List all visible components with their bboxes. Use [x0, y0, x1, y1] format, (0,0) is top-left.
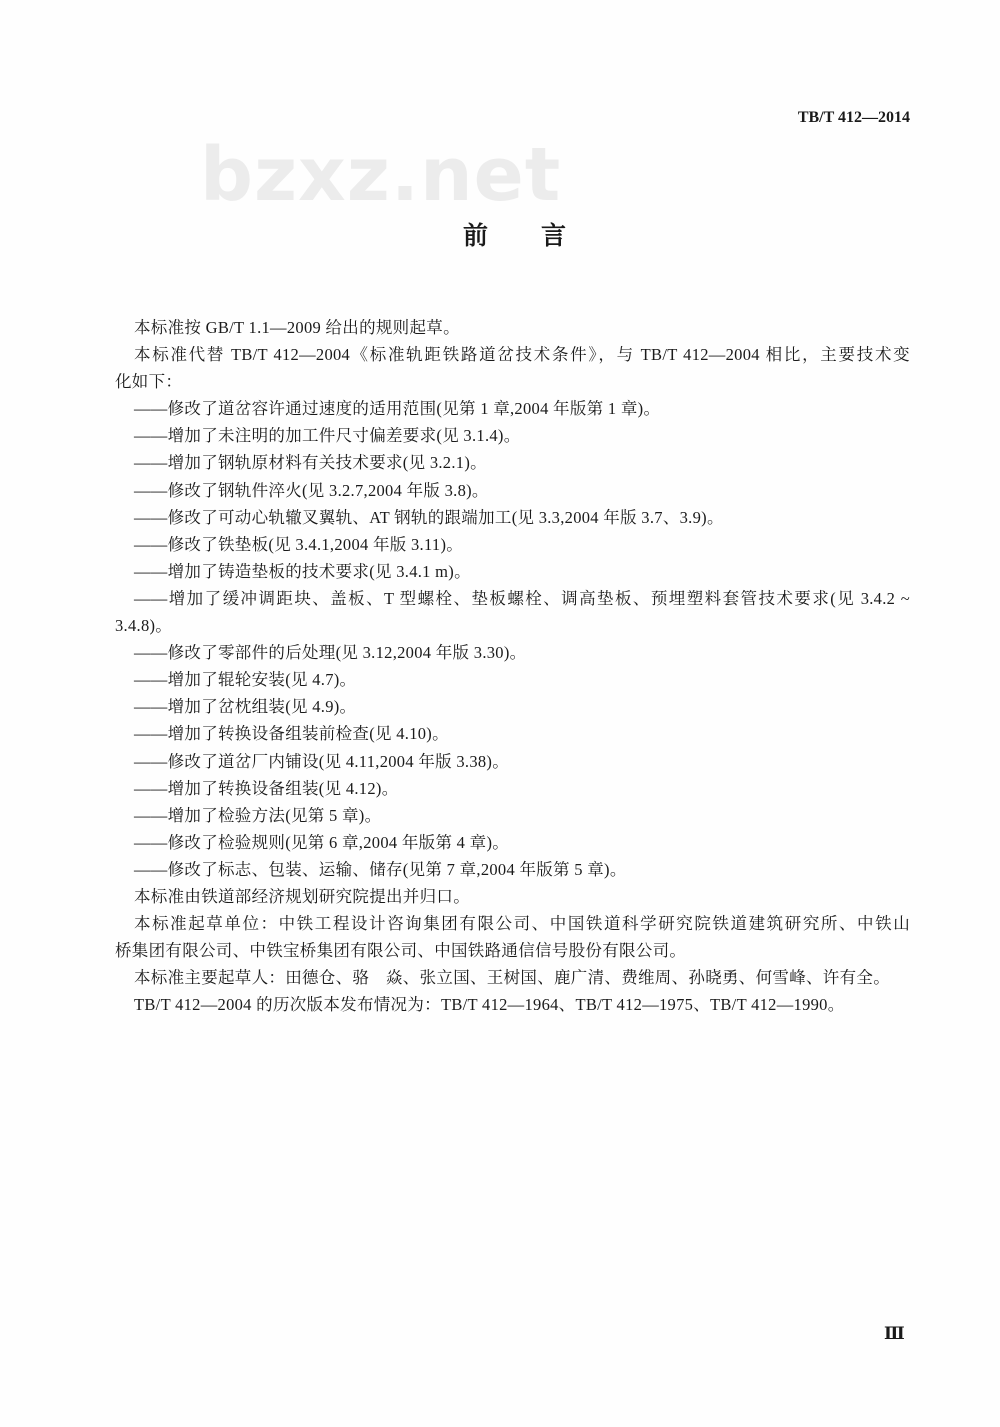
paragraph-line: 本标准主要起草人：田德仓、骆 焱、张立国、王树国、鹿广清、费维周、孙晓勇、何雪峰、许有全。 [134, 968, 890, 988]
change-item: ——增加了未注明的加工件尺寸偏差要求(见 3.1.4)。 [134, 426, 521, 446]
change-item: ——修改了检验规则(见第 6 章,2004 年版第 4 章)。 [134, 832, 510, 852]
paragraph-line: 本标准代替 TB/T 412—2004《标准轨距铁路道岔技术条件》，与 TB/T 412—2004 相比，主要技术变 [134, 345, 910, 365]
page-number: Ⅲ [884, 1324, 905, 1343]
change-item: ——增加了钢轨原材料有关技术要求(见 3.2.1)。 [134, 453, 487, 473]
change-item: ——增加了检验方法(见第 5 章)。 [134, 805, 382, 825]
change-item: ——增加了转换设备组装前检查(见 4.10)。 [134, 724, 449, 744]
paragraph-continuation: 化如下： [115, 372, 183, 392]
change-item: ——增加了转换设备组装(见 4.12)。 [134, 778, 399, 798]
foreword-title: 前 言 [463, 221, 581, 250]
change-item: ——修改了道岔厂内铺设(见 4.11,2004 年版 3.38)。 [134, 751, 510, 771]
paragraph-line: 本标准由铁道部经济规划研究院提出并归口。 [134, 886, 470, 906]
change-item: ——修改了道岔容许通过速度的适用范围(见第 1 章,2004 年版第 1 章)。 [134, 399, 661, 419]
watermark: bzxz.net [200, 132, 562, 218]
paragraph-line: 本标准按 GB/T 1.1—2009 给出的规则起草。 [134, 318, 460, 337]
foreword-body [115, 314, 910, 1018]
change-item: ——增加了铸造垫板的技术要求(见 3.4.1 m)。 [134, 561, 471, 581]
paragraph-line: 本标准起草单位：中铁工程设计咨询集团有限公司、中国铁道科学研究院铁道建筑研究所、中铁山 [134, 914, 910, 934]
change-item: ——修改了零部件的后处理(见 3.12,2004 年版 3.30)。 [134, 643, 527, 663]
change-item: ——修改了标志、包装、运输、储存(见第 7 章,2004 年版第 5 章)。 [134, 859, 627, 879]
change-item: ——增加了缓冲调距块、盖板、T 型螺栓、垫板螺栓、调高垫板、预埋塑料套管技术要求(见 3.4.2 ~ [134, 588, 910, 608]
paragraph-continuation: 桥集团有限公司、中铁宝桥集团有限公司、中国铁路通信信号股份有限公司。 [115, 941, 687, 961]
change-item: ——修改了可动心轨辙叉翼轨、AT 钢轨的跟端加工(见 3.3,2004 年版 3.7、3.9)。 [134, 507, 724, 527]
paragraph-line: TB/T 412—2004 的历次版本发布情况为：TB/T 412—1964、TB/T 412—1975、TB/T 412—1990。 [134, 995, 845, 1015]
change-item: ——增加了辊轮安装(见 4.7)。 [134, 670, 357, 690]
change-item: ——增加了岔枕组装(见 4.9)。 [134, 697, 357, 717]
change-item-continuation: 3.4.8)。 [115, 616, 173, 636]
standard-code-header: TB/T 412—2014 [797, 109, 910, 126]
change-item: ——修改了钢轨件淬火(见 3.2.7,2004 年版 3.8)。 [134, 480, 489, 500]
change-item: ——修改了铁垫板(见 3.4.1,2004 年版 3.11)。 [134, 534, 464, 554]
